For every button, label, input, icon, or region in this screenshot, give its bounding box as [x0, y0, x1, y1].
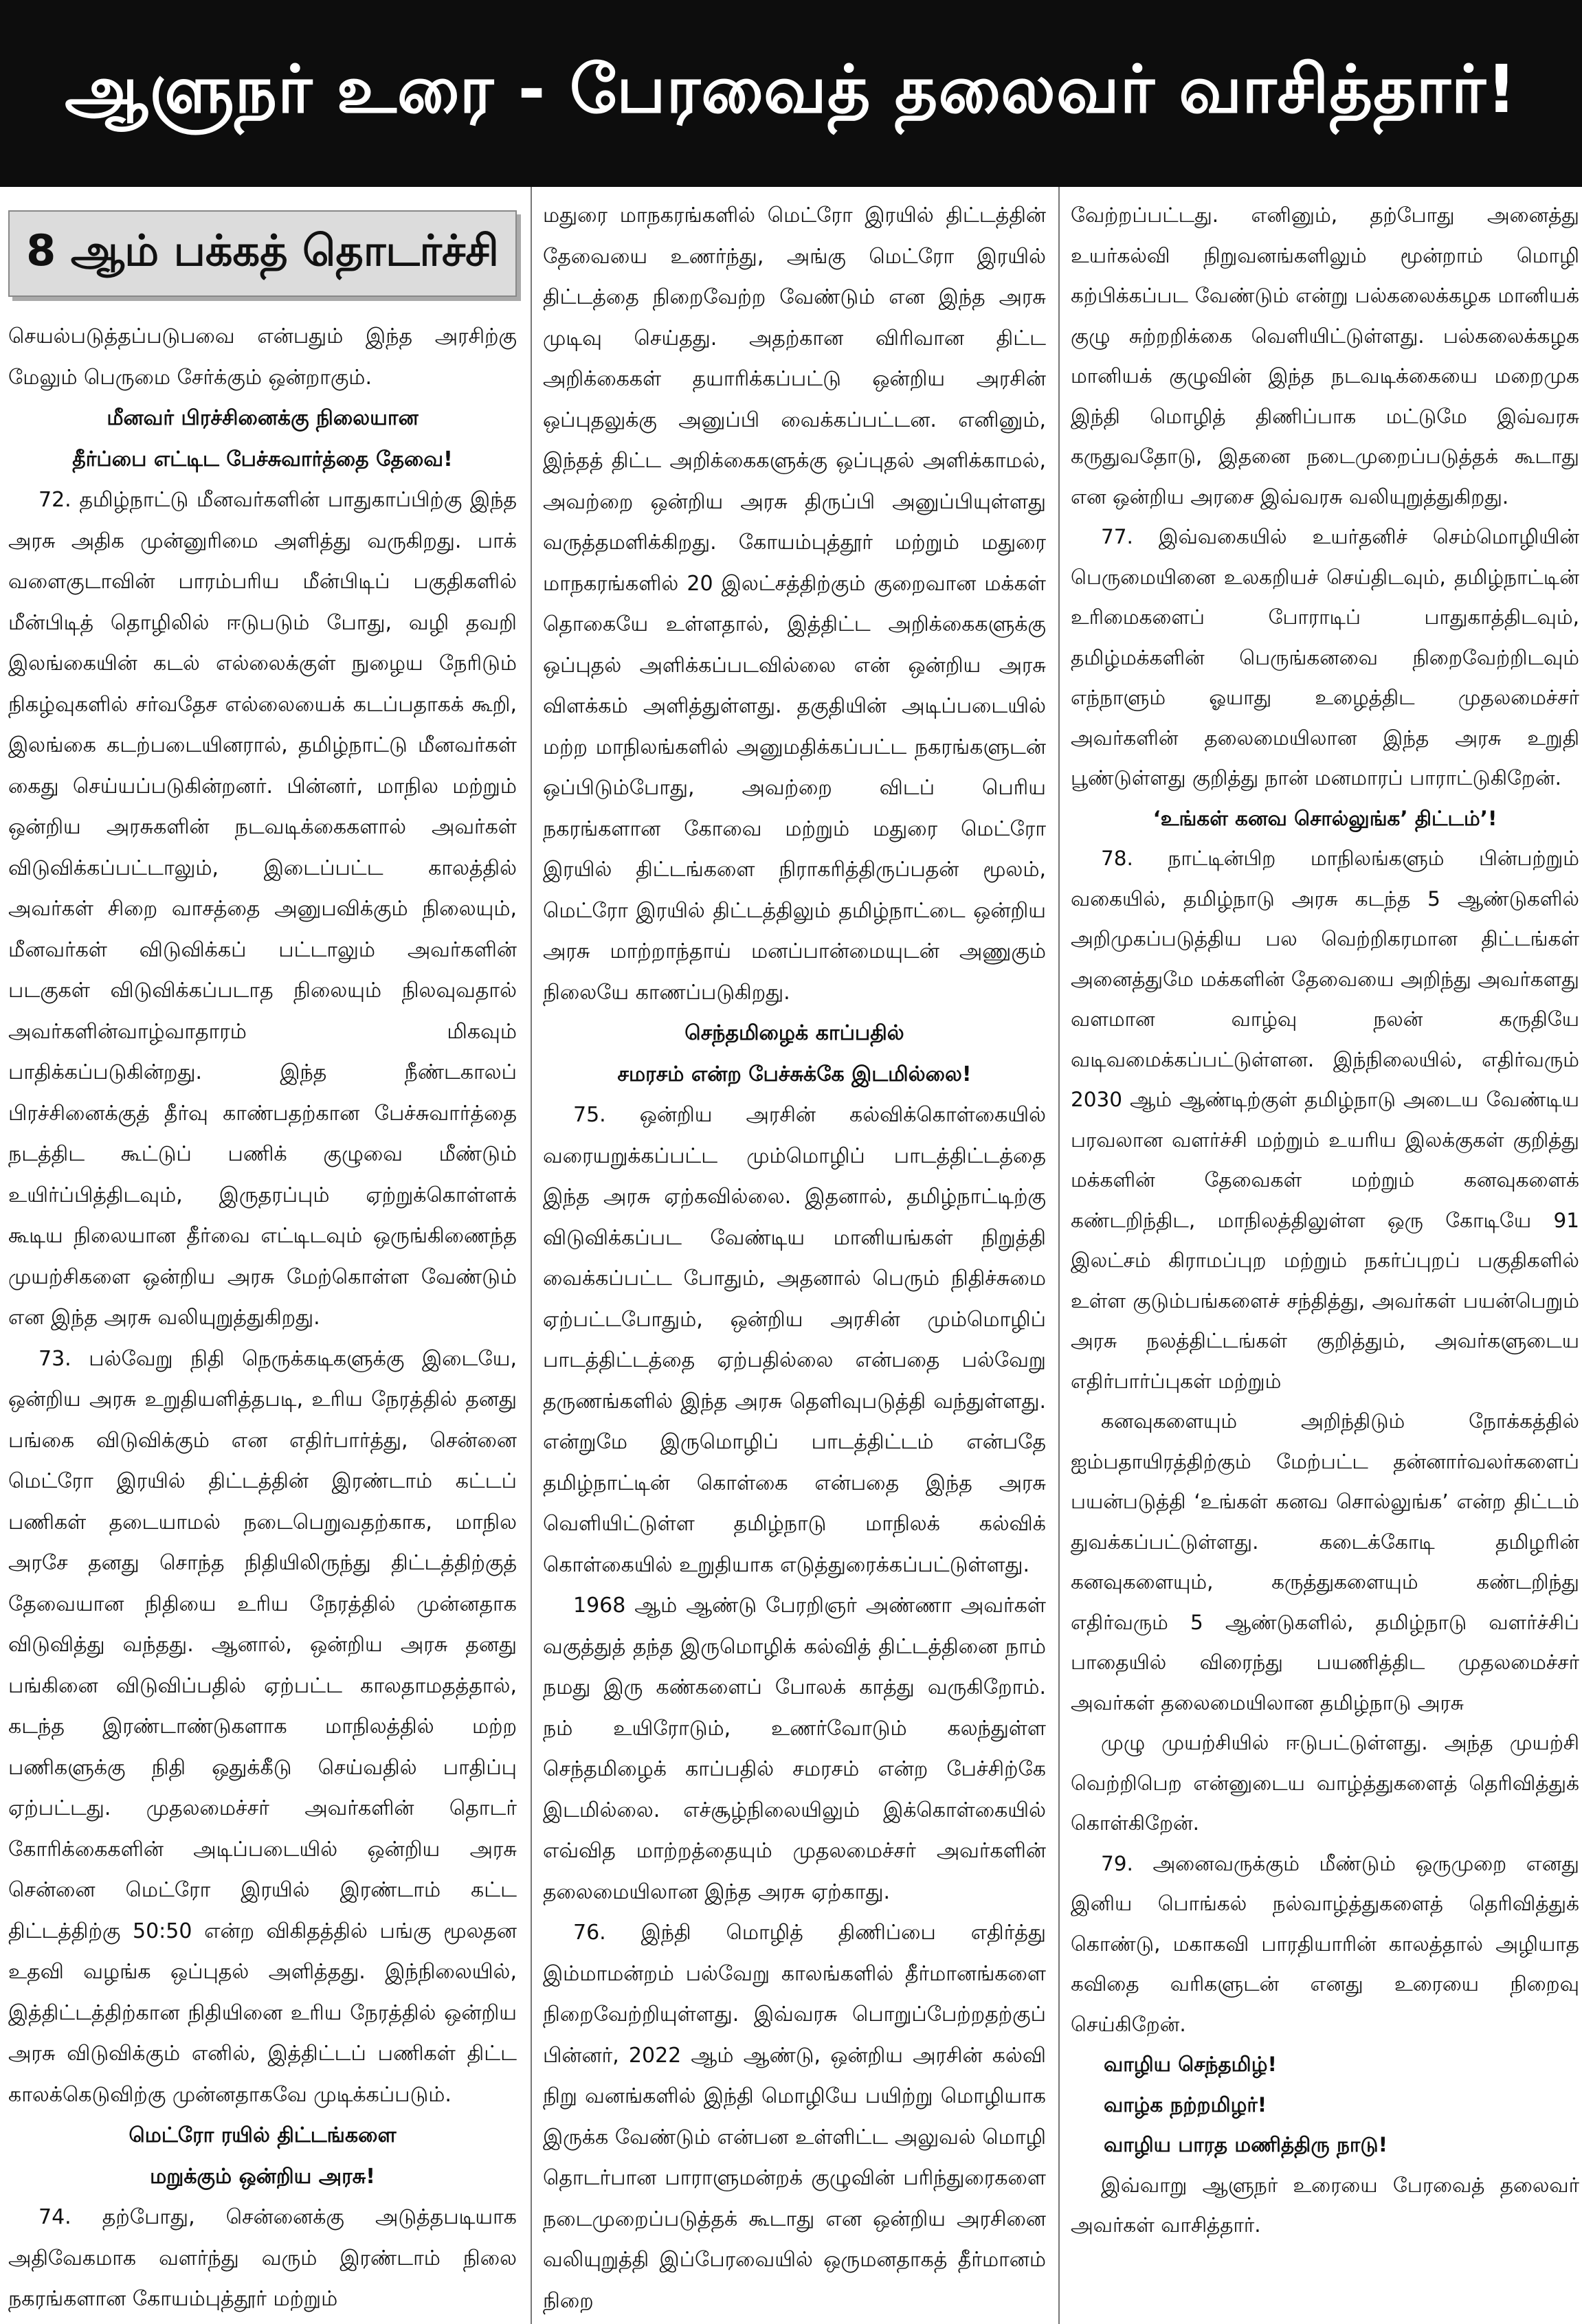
paragraph-79: 79. அனைவருக்கும் மீண்டும் ஒருமுறை எனது இனிய பொங்கல் நல்வாழ்த்துகளைத் தெரிவித்துக் கொண்டு, மகாகவி பாரதியாரின் காலத்தால் அழியாத கவிதை வரிகளுடன் எனது உரையை நிறைவு செய்கிறேன்.	[1071, 1851, 1579, 2036]
subheading-metro-1: மெட்ரோ ரயில் திட்டங்களை	[129, 2123, 397, 2147]
paragraph-final: இவ்வாறு ஆளுநர் உரையை பேரவைத் தலைவர் அவர்கள் வாசித்தார்.	[1071, 2173, 1579, 2237]
paragraph-75: 75. ஒன்றிய அரசின் கல்விக்கொள்கையில் வரையறுக்கப்பட்ட மும்மொழிப் பாடத்திட்டத்தை இந்த அரசு ஏற்கவில்லை. இதனால், தமிழ்நாட்டிற்கு விடுவிக்கப்பட வேண்டிய மானியங்கள் நிறுத்தி வைக்கப்பட்ட போதும், அதனால் பெரும் நிதிச்சுமை ஏற்பட்டபோதும், ஒன்றிய அரசின் மும்மொழிப் பாடத்திட்டத்தை ஏற்பதில்லை என்பதை பல்வேறு தருணங்களில் இந்த அரசு தெளிவுபடுத்தி வந்துள்ளது. என்றுமே இருமொழிப் பாடத்திட்டம் என்பதே தமிழ்நாட்டின் கொள்கை என்பதை இந்த அரசு வெளியிட்டுள்ள தமிழ்நாடு மாநிலக் கல்விக் கொள்கையில் உறுதியாக எடுத்துரைக்கப்பட்டுள்ளது.	[543, 1103, 1046, 1577]
column-divider	[1058, 187, 1060, 2324]
subheading-tamil-2: சமரசம் என்ற பேச்சுக்கே இடமில்லை!	[617, 1062, 972, 1086]
column-3	[1061, 187, 1582, 2324]
headline: ஆளுநர் உரை - பேரவைத் தலைவர் வாசித்தார்!	[65, 50, 1517, 128]
column-2	[533, 187, 1057, 2324]
subheading-metro-2: மறுக்கும் ஒன்றிய அரசு!	[150, 2164, 375, 2189]
paragraph-intro: செயல்படுத்தப்படுபவை என்பதும் இந்த அரசிற்கு மேலும் பெருமை சேர்க்கும் ஒன்றாகும்.	[8, 324, 517, 390]
column-1	[0, 187, 529, 2324]
closing-line-1: வாழிய செந்தமிழ்!	[1104, 2053, 1277, 2076]
subheading-fishermen-1: மீனவர் பிரச்சினைக்கு நிலையான	[107, 406, 419, 430]
continuation-label: 8 ஆம் பக்கத் தொடர்ச்சி	[26, 225, 499, 276]
headline-banner	[0, 0, 1582, 187]
paragraph-74: 74. தற்போது, சென்னைக்கு அடுத்தபடியாக அதிவேகமாக வளர்ந்து வரும் இரண்டாம் நிலை நகரங்களான கோயம்புத்தூர் மற்றும்	[8, 2205, 517, 2311]
paragraph-76: 76. இந்தி மொழித் திணிப்பை எதிர்த்து இம்மாமன்றம் பல்வேறு காலங்களில் தீர்மானங்களை நிறைவேற்றியுள்ளது. இவ்வரசு பொறுப்பேற்றதற்குப் பின்னர், 2022 ஆம் ஆண்டு, ஒன்றிய அரசின் கல்வி நிறு வனங்களில் இந்தி மொழியே பயிற்று மொழியாக இருக்க வேண்டும் என்பன உள்ளிட்ட அலுவல் மொழி தொடர்பான பாராளுமன்றக் குழுவின் பரிந்துரைகளை நடைமுறைப்படுத்தக் கூடாது என ஒன்றிய அரசினை வலியுறுத்தி இப்பேரவையில் ஒருமனதாகத் தீர்மானம் நிறை	[543, 1921, 1046, 2313]
paragraph-72: 72. தமிழ்நாட்டு மீனவர்களின் பாதுகாப்பிற்கு இந்த அரசு அதிக முன்னுரிமை அளித்து வருகிறது. பாக் வளைகுடாவின் பாரம்பரிய மீன்பிடிப் பகுதிகளில் மீன்பிடித் தொழிலில் ஈடுபடும் போது, வழி தவறி இலங்கையின் கடல் எல்லைக்குள் நுழைய நேரிடும் நிகழ்வுகளில் சர்வதேச எல்லையைக் கடப்பதாகக் கூறி, இலங்கை கடற்படையினரால், தமிழ்நாட்டு மீனவர்கள் கைது செய்யப்படுகின்றனர். பின்னர், மாநில மற்றும் ஒன்றிய அரசுகளின் நடவடிக்கைகளால் அவர்கள் விடுவிக்கப்பட்டாலும், இடைப்பட்ட காலத்தில் அவர்கள் சிறை வாசத்தை அனுபவிக்கும் நிலையும், மீனவர்கள் விடுவிக்கப் பட்டாலும் அவர்களின் படகுகள் விடுவிக்கப்படாத நிலையும் நிலவுவதால் அவர்களின்வாழ்வாதாரம் மிகவும் பாதிக்கப்படுகின்றது. இந்த நீண்டகாலப் பிரச்சினைக்குத் தீர்வு காண்பதற்கான பேச்சுவார்த்தை நடத்திட கூட்டுப் பணிக் குழுவை மீண்டும் உயிர்ப்பித்திடவும், இருதரப்பும் ஏற்றுக்கொள்ளக் கூடிய நிலையான தீர்வை எட்டிடவும் ஒருங்கிணைந்த முயற்சிகளை ஒன்றிய அரசு மேற்கொள்ள வேண்டும் என இந்த அரசு வலியுறுத்துகிறது.	[8, 488, 517, 1330]
subheading-fishermen-2: தீர்ப்பை எட்டிட பேச்சுவார்த்தை தேவை!	[72, 447, 453, 471]
paragraph-effort: முழு முயற்சியில் ஈடுபட்டுள்ளது. அந்த முயற்சி வெற்றிபெற என்னுடைய வாழ்த்துகளைத் தெரிவித்துக் கொள்கிறேன்.	[1071, 1731, 1579, 1835]
closing-line-2: வாழ்க நற்றமிழர்!	[1104, 2092, 1267, 2116]
paragraph-dreams: கனவுகளையும் அறிந்திடும் நோக்கத்தில் ஐம்பதாயிரத்திற்கும் மேற்பட்ட தன்னார்வலர்களைப் பயன்படுத்தி ‘உங்கள் கனவ சொல்லுங்க’ என்ற திட்டம் துவக்கப்பட்டுள்ளது. கடைக்கோடி தமிழரின் கனவுகளையும், கருத்துகளையும் கண்டறிந்து எதிர்வரும் 5 ஆண்டுகளில், தமிழ்நாடு வளர்ச்சிப் பாதையில் விரைந்து பயணித்திட முதலமைச்சர் அவர்கள் தலைமையிலான தமிழ்நாடு அரசு	[1071, 1409, 1579, 1714]
paragraph-1968: 1968 ஆம் ஆண்டு பேரறிஞர் அண்ணா அவர்கள் வகுத்துத் தந்த இருமொழிக் கல்வித் திட்டத்தினை நாம் நமது இரு கண்களைப் போலக் காத்து வருகிறோம். நம் உயிரோடும், உணர்வோடும் கலந்துள்ள செந்தமிழைக் காப்பதில் சமரசம் என்ற பேச்சிற்கே இடமில்லை. எச்சூழ்நிலையிலும் இக்கொள்கையில் எவ்வித மாற்றத்தையும் முதலமைச்சர் அவர்களின் தலைமையிலான இந்த அரசு ஏற்காது.	[543, 1594, 1046, 1904]
continuation-box	[8, 210, 517, 297]
closing-line-3: வாழிய பாரத மணித்திரு நாடு!	[1104, 2133, 1388, 2156]
column-divider	[531, 187, 532, 2324]
paragraph-77: 77. இவ்வகையில் உயர்தனிச் செம்மொழியின் பெருமையினை உலகறியச் செய்திடவும், தமிழ்நாட்டின் உரிமைகளைப் போராடிப் பாதுகாத்திடவும், தமிழ்மக்களின் பெருங்கனவை நிறைவேற்றிடவும் எந்நாளும் ஓயாது உழைத்திட முதலமைச்சர் அவர்களின் தலைமையிலான இந்த அரசு உறுதி பூண்டுள்ளது குறித்து நான் மனமாரப் பாராட்டுகிறேன்.	[1071, 525, 1579, 790]
paragraph-78: 78. நாட்டின்பிற மாநிலங்களும் பின்பற்றும் வகையில், தமிழ்நாடு அரசு கடந்த 5 ஆண்டுகளில் அறிமுகப்படுத்திய பல வெற்றிகரமான திட்டங்கள் அனைத்துமே மக்களின் தேவையை அறிந்து அவர்களது வளமான வாழ்வு நலன் கருதியே வடிவமைக்கப்பட்டுள்ளன. இந்நிலையில், எதிர்வரும் 2030 ஆம் ஆண்டிற்குள் தமிழ்நாடு அடைய வேண்டிய பரவலான வளர்ச்சி மற்றும் உயரிய இலக்குகள் குறித்து மக்களின் தேவைகள் மற்றும் கனவுகளைக் கண்டறிந்திட, மாநிலத்திலுள்ள ஒரு கோடியே 91 இலட்சம் கிராமப்புற மற்றும் நகர்ப்புறப் பகுதிகளில் உள்ள குடும்பங்களைச் சந்தித்து, அவர்கள் பயன்பெறும் அரசு நலத்திட்டங்கள் குறித்தும், அவர்களுடைய எதிர்பார்ப்புகள் மற்றும்	[1071, 847, 1579, 1393]
paragraph-73: 73. பல்வேறு நிதி நெருக்கடிகளுக்கு இடையே, ஒன்றிய அரசு உறுதியளித்தபடி, உரிய நேரத்தில் தனது பங்கை விடுவிக்கும் என எதிர்பார்த்து, சென்னை மெட்ரோ இரயில் திட்டத்தின் இரண்டாம் கட்டப் பணிகள் தடையாமல் நடைபெறுவதற்காக, மாநில அரசே தனது சொந்த நிதியிலிருந்து திட்டத்திற்குத் தேவையான நிதியை உரிய நேரத்தில் முன்னதாக விடுவித்து வந்தது. ஆனால், ஒன்றிய அரசு தனது பங்கினை விடுவிப்பதில் ஏற்பட்ட காலதாமதத்தால், கடந்த இரண்டாண்டுகளாக மாநிலத்தில் மற்ற பணிகளுக்கு நிதி ஒதுக்கீடு செய்வதில் பாதிப்பு ஏற்பட்டது. முதலமைச்சர் அவர்களின் தொடர் கோரிக்கைகளின் அடிப்படையில் ஒன்றிய அரசு சென்னை மெட்ரோ இரயில் இரண்டாம் கட்ட திட்டத்திற்கு 50:50 என்ற விகிதத்தில் பங்கு மூலதன உதவி வழங்க ஒப்புதல் அளித்தது. இந்நிலையில், இத்திட்டத்திற்கான நிதியினை உரிய நேரத்தில் ஒன்றிய அரசு விடுவிக்கும் எனில், இத்திட்டப் பணிகள் திட்ட காலக்கெடுவிற்கு முன்னதாகவே முடிக்கப்படும்.	[8, 1346, 517, 2107]
subheading-dreams-scheme: ‘உங்கள் கனவ சொல்லுங்க’ திட்டம்’!	[1152, 806, 1497, 830]
subheading-tamil-1: செந்தமிழைக் காப்பதில்	[684, 1021, 904, 1045]
paragraph-74-continued: மதுரை மாநகரங்களில் மெட்ரோ இரயில் திட்டத்தின் தேவையை உணர்ந்து, அங்கு மெட்ரோ இரயில் திட்டத்தை நிறைவேற்ற வேண்டும் என இந்த அரசு முடிவு செய்தது. அதற்கான விரிவான திட்ட அறிக்கைகள் தயாரிக்கப்பட்டு ஒன்றிய அரசின் ஒப்புதலுக்கு அனுப்பி வைக்கப்பட்டன. எனினும், இந்தத் திட்ட அறிக்கைகளுக்கு ஒப்புதல் அளிக்காமல், அவற்றை ஒன்றிய அரசு திருப்பி அனுப்பியுள்ளது வருத்தமளிக்கிறது. கோயம்புத்தூர் மற்றும் மதுரை மாநகரங்களில் 20 இலட்சத்திற்கும் குறைவான மக்கள் தொகையே உள்ளதால், இத்திட்ட அறிக்கைகளுக்கு ஒப்புதல் அளிக்கப்படவில்லை என் ஒன்றிய அரசு விளக்கம் அளித்துள்ளது. தகுதியின் அடிப்படையில் மற்ற மாநிலங்களில் அனுமதிக்கப்பட்ட நகரங்களுடன் ஒப்பிடும்போது, அவற்றை விடப் பெரிய நகரங்களான கோவை மற்றும் மதுரை மெட்ரோ இரயில் திட்டங்களை நிராகரித்திருப்பதன் மூலம், மெட்ரோ இரயில் திட்டத்திலும் தமிழ்நாட்டை ஒன்றிய அரசு மாற்றாந்தாய் மனப்பான்மையுடன் அணுகும் நிலையே காணப்படுகிறது.	[543, 203, 1046, 1005]
paragraph-76-continued: வேற்றப்பட்டது. எனினும், தற்போது அனைத்து உயர்கல்வி நிறுவனங்களிலும் மூன்றாம் மொழி கற்பிக்கப்பட வேண்டும் என்று பல்கலைக்கழக மானியக் குழு சுற்றறிக்கை வெளியிட்டுள்ளது. பல்கலைக்கழக மானியக் குழுவின் இந்த நடவடிக்கையை மறைமுக இந்தி மொழித் திணிப்பாக மட்டுமே இவ்வரசு கருதுவதோடு, இதனை நடைமுறைப்படுத்தக் கூடாது என ஒன்றிய அரசை இவ்வரசு வலியுறுத்துகிறது.	[1071, 203, 1579, 509]
